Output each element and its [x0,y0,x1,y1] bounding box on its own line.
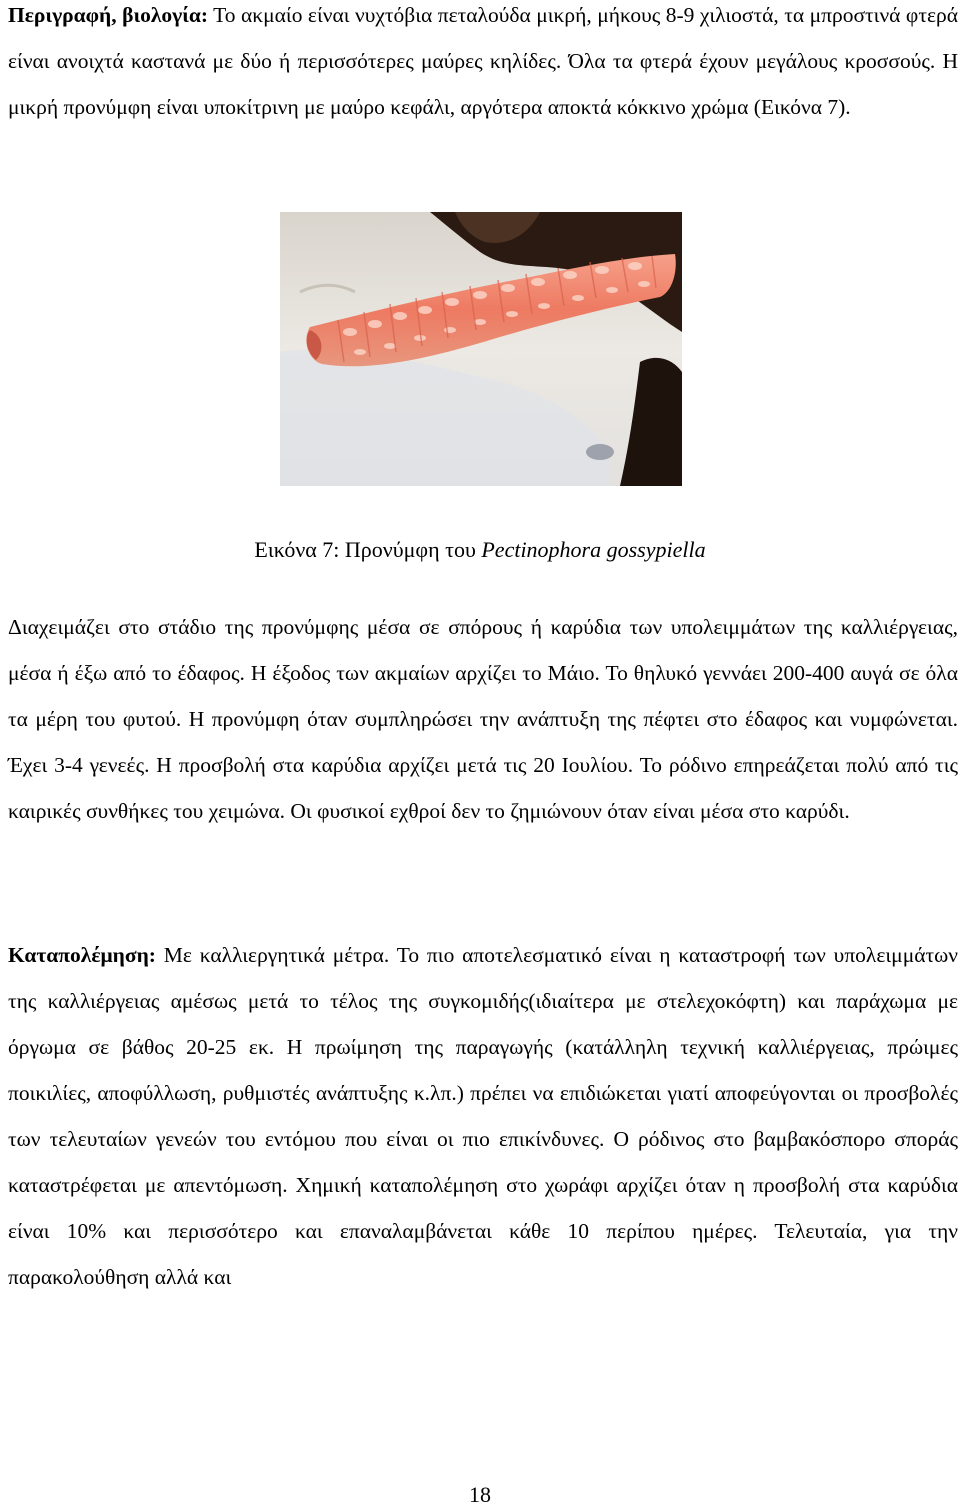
caption-species: Pectinophora gossypiella [481,537,706,562]
larva-figure [280,212,682,486]
paragraph-control [8,932,958,1300]
figure-caption [0,527,960,573]
paragraph-description [8,0,958,130]
paragraph-overwintering [8,604,958,834]
description-text: Το ακμαίο είναι νυχτόβια πεταλούδα μικρή, μήκους 8-9 χιλιοστά, τα μπροστινά φτερά είναι ανοιχτά καστανά με δύο ή περισσότερες μαύρες κηλίδες. Όλα τα φτερά έχουν μεγάλους κροσσούς. Η μικρή προνύμφη είναι υποκίτρινη με μαύρο κεφάλι, αργότερα αποκτά κόκκινο χρώμα (Εικόνα 7). [8,3,958,119]
control-text: Με καλλιεργητικά μέτρα. Το πιο αποτελεσματικό είναι η καταστροφή των υπολειμμάτων της καλλιέργειας αμέσως μετά το τέλος της συγκομιδής(ιδιαίτερα με στελεχοκόφτη) και παράχωμα με όργωμα σε βάθος 20-25 εκ. Η πρωίμηση της παραγωγής (κατάλληλη τεχνική καλλιέργειας, πρώιμες ποικιλίες, αποφύλλωση, ρυθμιστές ανάπτυξης κ.λπ.) πρέπει να επιδιώκεται γιατί αποφεύγονται οι προσβολές των τελευταίων γενεών του εντόμου που είναι οι πιο επικίνδυνες. Ο ρόδινος στο βαμβακόσπορο σποράς καταστρέφεται με απεντόμωση. Χημική καταπολέμηση στο χωράφι αρχίζει όταν η προσβολή στα καρύδια είναι 10% και περισσότερο και επαναλαμβάνεται κάθε 10 περίπου ημέρες. Τελευταία, για την παρακολούθηση αλλά και [8,943,958,1289]
description-label: Περιγραφή, βιολογία: [8,3,209,27]
caption-prefix: Εικόνα 7: Προνύμφη του [254,537,482,562]
overwintering-text: Διαχειμάζει στο στάδιο της προνύμφης μέσα σε σπόρους ή καρύδια των υπολειμμάτων της καλλιέργειας, μέσα ή έξω από το έδαφος. Η έξοδος των ακμαίων αρχίζει το Μάιο. Το θηλυκό γεννάει 200-400 αυγά σε όλα τα μέρη του φυτού. Η προνύμφη όταν συμπληρώσει την ανάπτυξη της πέφτει στο έδαφος και νυμφώνεται. Έχει 3-4 γενεές. Η προσβολή στα καρύδια αρχίζει μετά τις 20 Ιουλίου. Το ρόδινο επηρεάζεται πολύ από τις καιρικές συνθήκες του χειμώνα. Οι φυσικοί εχθροί δεν το ζημιώνουν όταν είναι μέσα στο καρύδι. [8,615,958,823]
larva-photo [280,212,682,486]
page-number: 18 [469,1482,491,1507]
control-label: Καταπολέμηση: [8,943,156,967]
